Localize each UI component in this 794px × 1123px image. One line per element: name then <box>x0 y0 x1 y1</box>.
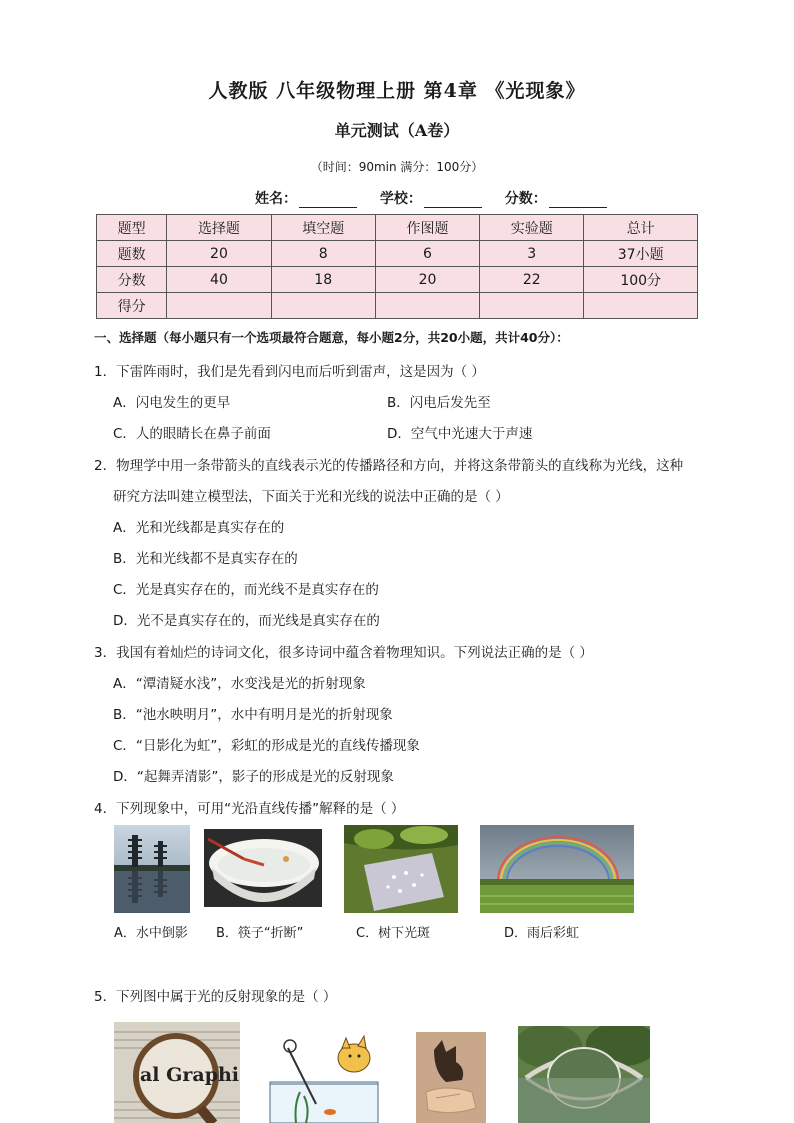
question-4-caption-b[interactable]: B．筷子“折断” <box>216 926 304 941</box>
question-4-stem: 4．下列现象中，可用“光沿直线传播”解释的是（ ） <box>94 801 405 817</box>
section-heading: 一、选择题（每小题只有一个选项最符合题意，每小题2分，共20小题，共计40分）： <box>94 330 569 345</box>
question-4-caption-c[interactable]: C．树下光斑 <box>356 926 431 941</box>
table-cell: 100分 <box>584 267 698 293</box>
table-cell: 22 <box>480 267 584 293</box>
question-2-option-a[interactable]: A．光和光线都是真实存在的 <box>113 520 285 536</box>
table-cell: 3 <box>480 241 584 267</box>
question-1-option-b[interactable]: B．闪电后发先至 <box>387 395 491 411</box>
table-cell: 题型 <box>97 215 167 241</box>
name-label: 姓名： <box>255 191 297 207</box>
question-3-option-b[interactable]: B．“池水映明月”，水中有明月是光的折射现象 <box>113 707 393 723</box>
magnifier-text: al Graphi <box>140 1064 240 1086</box>
question-1-stem: 1．下雷阵雨时，我们是先看到闪电而后听到雷声，这是因为（ ） <box>94 364 485 380</box>
score-label: 分数： <box>504 191 547 207</box>
table-cell: 18 <box>271 267 375 293</box>
question-4-caption-d[interactable]: D．雨后彩虹 <box>504 926 580 941</box>
hand-shadow-puppet-image[interactable] <box>416 1032 486 1123</box>
tree-light-spots-image[interactable] <box>344 825 458 913</box>
school-blank[interactable] <box>424 193 482 208</box>
chopsticks-bowl-image[interactable] <box>204 829 322 907</box>
table-cell[interactable] <box>480 293 584 319</box>
table-cell: 8 <box>271 241 375 267</box>
table-cell: 分数 <box>97 267 167 293</box>
question-2-option-b[interactable]: B．光和光线都不是真实存在的 <box>113 551 298 567</box>
question-2-stem: 2．物理学中用一条带箭头的直线表示光的传播路径和方向，并将这条带箭头的直线称为光线，这种 <box>94 458 684 474</box>
cat-fishing-cartoon-image[interactable] <box>266 1034 382 1123</box>
rainbow-image[interactable] <box>480 825 634 913</box>
page-subtitle: 单元测试（A卷） <box>334 121 460 140</box>
table-cell[interactable] <box>167 293 271 319</box>
table-cell: 填空题 <box>271 215 375 241</box>
arched-bridge-reflection-image[interactable] <box>518 1026 650 1123</box>
table-cell: 作图题 <box>375 215 479 241</box>
table-cell: 40 <box>167 267 271 293</box>
table-cell: 选择题 <box>167 215 271 241</box>
question-2-option-d[interactable]: D．光不是真实存在的，而光线是真实存在的 <box>113 613 380 629</box>
question-5-stem: 5．下列图中属于光的反射现象的是（ ） <box>94 989 337 1005</box>
student-info-fields <box>255 188 625 208</box>
table-row <box>97 267 698 293</box>
table-cell: 得分 <box>97 293 167 319</box>
table-cell[interactable] <box>271 293 375 319</box>
table-cell[interactable] <box>375 293 479 319</box>
page-title: 人教版 八年级物理上册 第4章 《光现象》 <box>208 80 586 102</box>
table-row <box>97 215 698 241</box>
question-1-option-d[interactable]: D．空气中光速大于声速 <box>387 426 533 442</box>
table-cell: 题数 <box>97 241 167 267</box>
school-label: 学校： <box>379 191 422 207</box>
table-cell: 20 <box>375 267 479 293</box>
score-table <box>96 214 698 319</box>
table-cell: 实验题 <box>480 215 584 241</box>
table-cell: 总计 <box>584 215 698 241</box>
table-row <box>97 241 698 267</box>
name-blank[interactable] <box>299 193 357 208</box>
table-cell[interactable] <box>584 293 698 319</box>
question-3-option-a[interactable]: A．“潭清疑水浅”，水变浅是光的折射现象 <box>113 676 366 692</box>
score-blank[interactable] <box>549 193 607 208</box>
question-3-option-d[interactable]: D．“起舞弄清影”，影子的形成是光的反射现象 <box>113 769 394 785</box>
question-1-option-c[interactable]: C．人的眼睛长在鼻子前面 <box>113 426 271 442</box>
table-cell: 6 <box>375 241 479 267</box>
question-4-caption-a[interactable]: A．水中倒影 <box>114 926 188 941</box>
question-2-option-c[interactable]: C．光是真实存在的，而光线不是真实存在的 <box>113 582 379 598</box>
question-3-stem: 3．我国有着灿烂的诗词文化，很多诗词中蕴含着物理知识。下列说法正确的是（ ） <box>94 645 593 661</box>
question-3-option-c[interactable]: C．“日影化为虹”，彩虹的形成是光的直线传播现象 <box>113 738 420 754</box>
question-1-option-a[interactable]: A．闪电发生的更早 <box>113 395 231 411</box>
table-cell: 20 <box>167 241 271 267</box>
magnifier-newspaper-image[interactable] <box>114 1022 240 1123</box>
pagoda-reflection-image[interactable] <box>114 825 190 913</box>
question-2-stem-continued: 研究方法叫建立模型法，下面关于光和光线的说法中正确的是（ ） <box>113 489 509 505</box>
time-info: （时间：90min 满分：100分） <box>310 160 484 174</box>
table-row <box>97 293 698 319</box>
table-cell: 37小题 <box>584 241 698 267</box>
